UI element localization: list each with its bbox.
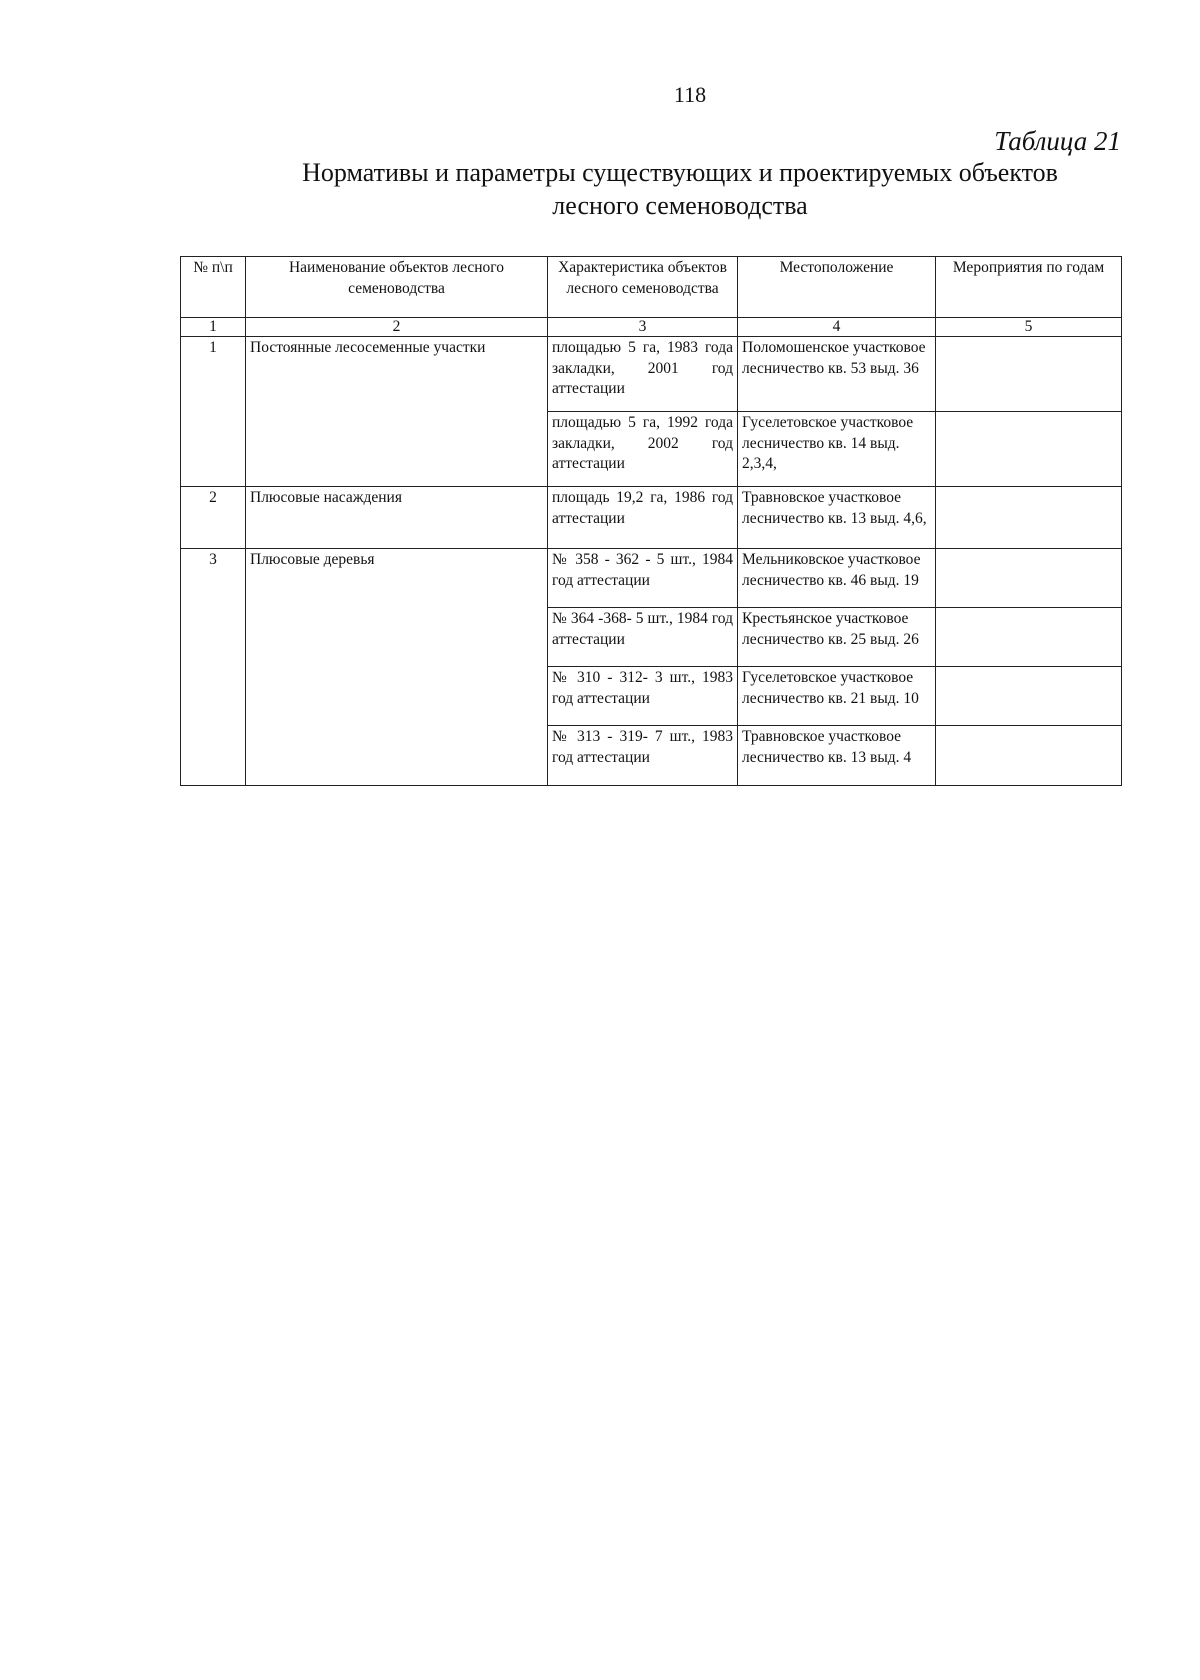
header-cell: Характеристика объектов лесного семеноводства — [548, 257, 738, 318]
table-row — [181, 487, 1122, 549]
column-number: 1 — [181, 318, 246, 337]
location-cell: Травновское участковое лесничество кв. 13 выд. 4 — [738, 726, 936, 786]
characteristic-cell: площадь 19,2 га, 1986 год аттестации — [548, 487, 738, 549]
row-number-cell: 1 — [181, 337, 246, 487]
page-title — [230, 156, 1130, 222]
location-cell: Гуселетовское участковое лесничество кв. 14 выд. 2,3,4, — [738, 412, 936, 487]
column-number-row — [181, 318, 1122, 337]
column-number: 2 — [246, 318, 548, 337]
characteristic-cell: № 313 - 319- 7 шт., 1983 год аттестации — [548, 726, 738, 786]
table-label: Таблица 21 — [994, 126, 1121, 156]
characteristic-cell: № 364 -368- 5 шт., 1984 год аттестации — [548, 608, 738, 667]
characteristic-cell: № 310 - 312- 3 шт., 1983 год аттестации — [548, 667, 738, 726]
header-row — [181, 257, 1122, 318]
row-number-cell: 3 — [181, 549, 246, 786]
seed-objects-table — [180, 256, 1122, 786]
characteristic-cell: площадью 5 га, 1992 года закладки, 2002 год аттестации — [548, 412, 738, 487]
characteristic-cell: площадью 5 га, 1983 года закладки, 2001 год аттестации — [548, 337, 738, 412]
events-cell — [936, 549, 1122, 608]
object-name-cell: Постоянные лесосеменные участки — [246, 337, 548, 487]
object-name-cell: Плюсовые насаждения — [246, 487, 548, 549]
location-cell: Мельниковское участковое лесничество кв. 46 выд. 19 — [738, 549, 936, 608]
events-cell — [936, 608, 1122, 667]
column-number: 5 — [936, 318, 1122, 337]
page-number: 118 — [673, 82, 707, 107]
object-name-cell: Плюсовые деревья — [246, 549, 548, 786]
location-cell: Травновское участковое лесничество кв. 13 выд. 4,6, — [738, 487, 936, 549]
events-cell — [936, 726, 1122, 786]
title-line-2: лесного семеноводства — [552, 191, 808, 220]
row-number-cell: 2 — [181, 487, 246, 549]
header-cell: Мероприятия по годам — [936, 257, 1122, 318]
column-number: 4 — [738, 318, 936, 337]
header-cell: № п\п — [181, 257, 246, 318]
header-cell: Наименование объектов лесного семеноводства — [246, 257, 548, 318]
title-line-1: Нормативы и параметры существующих и проектируемых объектов — [302, 158, 1058, 187]
location-cell: Крестьянское участковое лесничество кв. 25 выд. 26 — [738, 608, 936, 667]
location-cell: Гуселетовское участковое лесничество кв. 21 выд. 10 — [738, 667, 936, 726]
table-row — [181, 549, 1122, 608]
header-cell: Местоположение — [738, 257, 936, 318]
table-row — [181, 337, 1122, 412]
events-cell — [936, 667, 1122, 726]
location-cell: Поломошенское участковое лесничество кв. 53 выд. 36 — [738, 337, 936, 412]
characteristic-cell: № 358 - 362 - 5 шт., 1984 год аттестации — [548, 549, 738, 608]
events-cell — [936, 412, 1122, 487]
events-cell — [936, 487, 1122, 549]
column-number: 3 — [548, 318, 738, 337]
events-cell — [936, 337, 1122, 412]
